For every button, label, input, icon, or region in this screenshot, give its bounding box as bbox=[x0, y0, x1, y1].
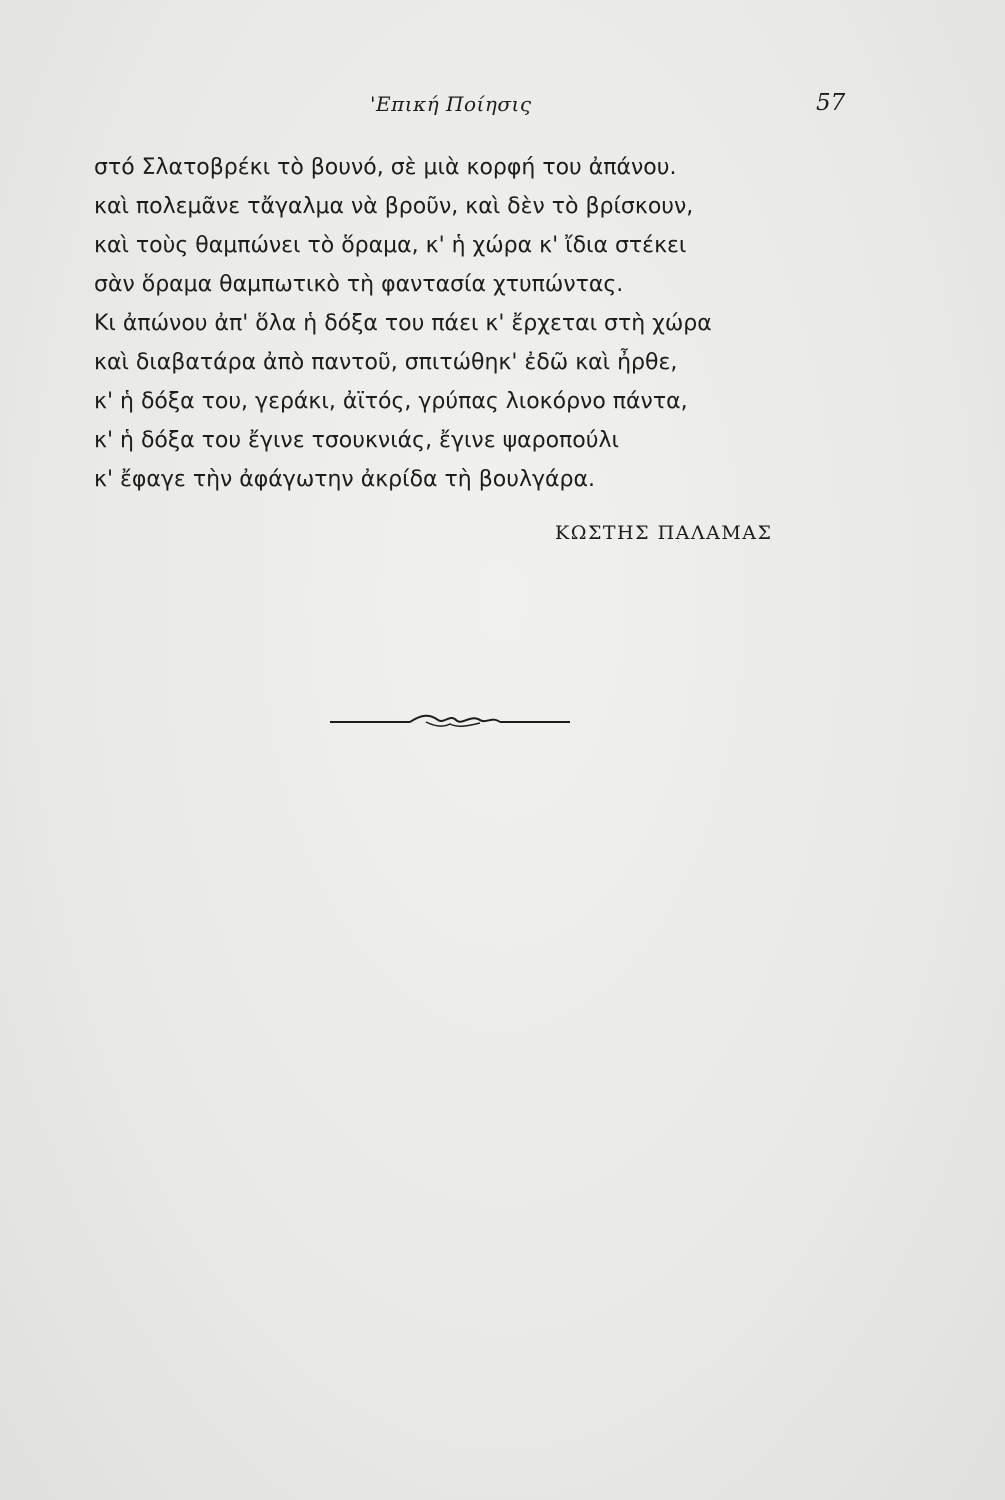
poem-line: καὶ πολεμᾶνε τἄγαλμα νὰ βροῦν, καὶ δὲν τὸ βρίσκουν, bbox=[94, 194, 694, 219]
tailpiece-ornament-icon bbox=[330, 710, 570, 734]
poem-line: καὶ τοὺς θαμπώνει τὸ ὅραμα, κ' ἡ χώρα κ' ἴδια στέκει bbox=[94, 233, 687, 258]
poem-line: κ' ἡ δόξα του ἔγινε τσουκνιάς, ἔγινε ψαροπούλι bbox=[94, 428, 619, 453]
poem-line: κ' ἔφαγε τὴν ἀφάγωτην ἀκρίδα τὴ βουλγάρα. bbox=[94, 467, 595, 492]
poem-line: Κι ἀπώνου ἀπ' ὅλα ἡ δόξα του πάει κ' ἔρχεται στὴ χώρα bbox=[94, 311, 712, 336]
poem-line: καὶ διαβατάρα ἀπὸ παντοῦ, σπιτώθηκ' ἐδῶ καὶ ἦρθε, bbox=[94, 350, 678, 375]
running-title: 'Επική Ποίησις bbox=[370, 92, 532, 116]
poem-line: σὰν ὅραμα θαμπωτικὸ τὴ φαντασία χτυπώντας. bbox=[94, 272, 624, 297]
poem-text bbox=[94, 148, 814, 499]
author-signature: ΚΩΣΤΗΣ ΠΑΛΑΜΑΣ bbox=[555, 522, 773, 544]
page-number: 57 bbox=[816, 90, 846, 116]
poem-line: κ' ἡ δόξα του, γεράκι, ἀϊτός, γρύπας λιοκόρνο πάντα, bbox=[94, 389, 688, 414]
poem-line: στό Σλατοβρέκι τὸ βουνό, σὲ μιὰ κορφή του ἀπάνου. bbox=[94, 155, 677, 180]
